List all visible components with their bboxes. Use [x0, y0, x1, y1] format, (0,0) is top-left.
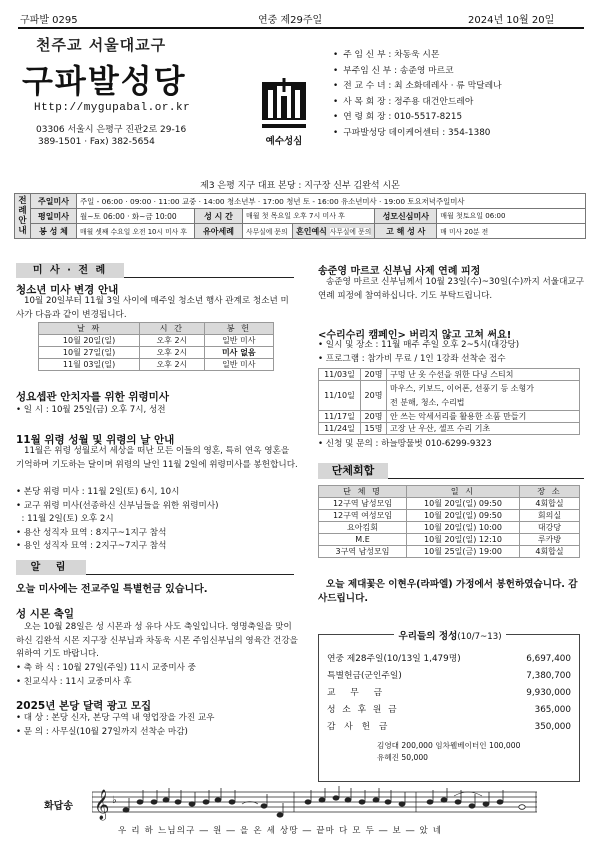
- table-row: [39, 335, 274, 347]
- youth-col-time: 시 간: [140, 323, 204, 335]
- cell: 루카방: [520, 534, 580, 546]
- table-row: [319, 411, 580, 423]
- youth-mass-table: [38, 322, 274, 371]
- list-item: • 대 상 : 본당 신자, 본당 구역 내 영업장을 가진 교우: [16, 713, 215, 723]
- cell: 10월 20일(일) 09:50: [407, 510, 520, 522]
- souls-month-title: 11월 위령 성월 및 위령의 날 안내: [16, 434, 175, 446]
- thanks-line: 김영대 200,000 임차웰베이터인 100,000: [377, 741, 521, 750]
- altar-flower-note: 오늘 제대꽃은 이현우(라파엘) 가정에서 봉헌하였습니다. 감사드립니다.: [318, 579, 578, 604]
- marriage-text: 사무실에 문의: [329, 227, 372, 236]
- offering-label: 연중 제28주일(10/13일 1,479명): [327, 654, 461, 664]
- vicariate-line: 제3 은평 지구 대표 본당 : 지구장 신부 김완석 시몬: [200, 181, 400, 191]
- joseph-hall-item: • 일 시 : 10월 25일(금) 오후 7시, 성전: [16, 405, 166, 415]
- cell: 오후 2시: [140, 347, 204, 359]
- offering-label: 특별헌금(군인주일): [327, 671, 402, 681]
- cell: M.E: [319, 534, 407, 546]
- cell: 10월 20일(일) 10:00: [407, 522, 520, 534]
- cell: 4회합실: [520, 546, 580, 558]
- diocese-name: 천주교 서울대교구: [36, 36, 167, 54]
- mass-liturgy-rule: [124, 277, 294, 278]
- repair-campaign-title: <수리수리 캠페인> 버리지 않고 고쳐 써요!: [318, 330, 512, 341]
- notice-rule: [86, 574, 294, 575]
- table-row: [319, 534, 580, 546]
- cell: 15명: [361, 423, 387, 435]
- table-row: [319, 498, 580, 510]
- list-item: • 문 의 : 사무실(10월 27일까지 선착순 마감): [16, 726, 188, 737]
- offering-row: [327, 687, 571, 700]
- svg-text:♭: ♭: [112, 795, 117, 806]
- offering-amount: 9,930,000: [526, 688, 571, 698]
- bulletin-date: 2024년 10월 20일: [468, 15, 555, 26]
- staff-item: • 구파발성당 데이케어센터 : 354-1380: [333, 126, 502, 142]
- chant-lyrics: 우 리 하 느님의구 ― 원 ― 을 온 세 상땅 ― 끝마 다 모 두 ― 보 ― 았 네: [118, 826, 443, 836]
- table-row: [319, 546, 580, 558]
- cell: 10월 20일(일): [39, 335, 140, 347]
- parish-phone: 389-1501 · Fax) 382-5654: [38, 137, 155, 147]
- cell: 오후 2시: [140, 335, 204, 347]
- cell: 20명: [361, 369, 387, 381]
- chant-label: 화답송: [44, 801, 73, 812]
- feast-body: 오는 10월 28일은 성 시몬과 성 유다 사도 축일입니다. 영명축일을 맞이하신 김완석 시몬 지구장 신부님과 차동욱 시몬 주임신부님의 영육간 건강을 위하여 기도 바랍니다.: [16, 622, 298, 660]
- list-item: : 11월 2일(토) 오후 2시: [16, 514, 114, 525]
- cell: 일반 미사: [204, 335, 273, 347]
- groups-bar: 단체회합: [318, 463, 388, 479]
- liturgy-info-table: [14, 193, 586, 239]
- cell: 4회합실: [520, 498, 580, 510]
- youth-mass-title: 청소년 미사 변경 안내: [16, 284, 119, 296]
- issue-number: 구파발 0295: [20, 15, 78, 26]
- joseph-hall-title: 성요셉관 안치자를 위한 위령미사: [16, 391, 169, 403]
- marriage-label: [293, 224, 375, 239]
- offerings-title: 우리들의 정성: [398, 631, 458, 642]
- parish-address: 03306 서울시 은평구 진관2로 29-16: [36, 125, 187, 135]
- notice-bar: 알 림: [16, 560, 86, 575]
- calendar-ad-items: [16, 712, 214, 739]
- cell: 미사 없음: [204, 347, 273, 359]
- cell: 11/10일: [319, 381, 361, 411]
- infant-baptism-label: 유아세례: [195, 224, 243, 239]
- table-row: [319, 381, 580, 411]
- list-item: • 축 하 식 : 10월 27일(주일) 11시 교중미사 중: [16, 663, 196, 673]
- cell: 일반 미사: [204, 359, 273, 371]
- parish-name: 구파발성당: [22, 62, 187, 100]
- cell: 20명: [361, 411, 387, 423]
- chant-staff-notation: [92, 784, 537, 822]
- confession-text: 매 미사 20분 전: [437, 224, 586, 239]
- staff-item: • 연 령 회 장 : 010-5517-8215: [333, 110, 502, 126]
- sunday-mass-times: 주일 - 06:00 · 09:00 · 11:00 교중 · 14:00 청소년부 · 17:00 청년 토 - 16:00 유소년미사 · 19:00 토요저녁주일미사: [77, 194, 586, 209]
- offering-amount: 365,000: [534, 705, 571, 715]
- marian-mass-label: 성모신심미사: [375, 209, 437, 224]
- cell: 마우스, 키보드, 이어폰, 선풍기 등 소형가전 분해, 청소, 수리법: [387, 381, 580, 411]
- cell: 10월 20일(일) 12:10: [407, 534, 520, 546]
- cell: 회의실: [520, 510, 580, 522]
- retreat-body: 송준영 마르코 신부님께서 10월 23일(수)~30일(수)까지 서울대교구 연례 피정에 참여하십니다. 기도 부탁드립니다.: [318, 277, 585, 301]
- offering-row: [327, 721, 571, 734]
- staff-item: • 사 목 회 장 : 정주용 대건안드레아: [333, 95, 502, 111]
- calendar-ad-title: 2025년 본당 달력 광고 모집: [16, 700, 152, 712]
- staff-item: • 부주임 신 부 : 송준영 마르코: [333, 64, 502, 80]
- cell: 11/17일: [319, 411, 361, 423]
- list-item: • 친교식사 : 11시 교중미사 후: [16, 676, 132, 687]
- thanks-line: 유혜진 50,000: [377, 753, 428, 762]
- liturgical-week: 연중 제29주일: [258, 15, 323, 26]
- confession-label: 고 해 성 사: [375, 224, 437, 239]
- youth-mass-body: 10월 20일부터 11월 3일 사이에 매주일 청소년 행사 관계로 청소년 미사가 다음과 같이 변경됩니다.: [16, 296, 289, 320]
- infant-baptism-text: 사무실에 문의: [243, 224, 293, 239]
- offering-label: 교 무 금: [327, 688, 389, 698]
- thanks-donors: [327, 740, 571, 764]
- cell: 3구역 남성모임: [319, 546, 407, 558]
- repair-campaign-items: [318, 339, 519, 366]
- communion-sick-text: 매월 셋째 수요일 오전 10시 미사 후: [77, 224, 195, 239]
- offering-row: [327, 653, 571, 666]
- groups-rule: [388, 478, 584, 479]
- cell: 대강당: [520, 522, 580, 534]
- staff-list: [333, 48, 502, 142]
- table-row: [319, 369, 580, 381]
- cell: 10월 25일(금) 19:00: [407, 546, 520, 558]
- table-row: [39, 359, 274, 371]
- notice-line: 오늘 미사에는 전교주일 특별헌금 있습니다.: [16, 584, 208, 595]
- cell: 11/03일: [319, 369, 361, 381]
- list-item: • 용인 성직자 묘역 : 2지구~7지구 참석: [16, 541, 167, 552]
- offerings-box: [318, 631, 580, 782]
- cell: 고장 난 우산, 셀프 수리 기초: [387, 423, 580, 435]
- logo-caption: 예수성심: [265, 136, 303, 147]
- list-item: • 본당 위령 미사 : 11월 2일(토) 6시, 10시: [16, 487, 180, 497]
- groups-col-place: 장 소: [520, 486, 580, 498]
- groups-col-time: 일 시: [407, 486, 520, 498]
- holy-hour-text: 매월 첫 목요일 오후 7시 미사 후: [243, 209, 375, 224]
- retreat-title: 송준영 마르코 신부님 사제 연례 피정: [318, 266, 481, 277]
- offering-label: 성 소 후 원 금: [327, 705, 399, 715]
- offering-label: 감 사 헌 금: [327, 722, 391, 732]
- offering-row: [327, 704, 571, 717]
- mass-liturgy-bar: 미 사 · 전 례: [16, 263, 124, 278]
- group-meetings-table: [318, 485, 580, 558]
- marriage-label-text: 혼인예식: [296, 226, 330, 236]
- cell: 오후 2시: [140, 359, 204, 371]
- youth-col-offering: 봉 헌: [204, 323, 273, 335]
- offering-amount: 6,697,400: [526, 654, 571, 664]
- cell: 10월 20일(일) 09:50: [407, 498, 520, 510]
- youth-col-date: 날 짜: [39, 323, 140, 335]
- souls-month-items: [16, 486, 219, 554]
- offering-amount: 7,380,700: [526, 671, 571, 681]
- cell: 10월 27일(일): [39, 347, 140, 359]
- holy-hour-label: 성 시 간: [195, 209, 243, 224]
- list-item: • 용산 성직자 묘역 : 8지구~1지구 참석: [16, 527, 167, 538]
- table-row: [319, 510, 580, 522]
- cell: 12구역 남성모임: [319, 498, 407, 510]
- list-item: • 프로그램 : 참가비 무료 / 1인 1강좌 선착순 접수: [318, 353, 506, 364]
- cell: 12구역 여성모임: [319, 510, 407, 522]
- list-item: • 일시 및 장소 : 11월 매주 주일 오후 2~5시(대강당): [318, 340, 520, 350]
- cell: 11월 03일(일): [39, 359, 140, 371]
- cell: 구멍 난 옷 수선을 위한 다닝 스티치: [387, 369, 580, 381]
- liturgy-side-label: 전례안내: [15, 194, 31, 239]
- table-row: [39, 347, 274, 359]
- list-item: • 교구 위령 미사(선종하신 신부님들을 위한 위령미사): [16, 500, 219, 511]
- communion-sick-label: 봉 성 체: [31, 224, 77, 239]
- parish-website[interactable]: Http://mygupabal.or.kr: [34, 102, 191, 114]
- weekday-mass-label: 평일미사: [31, 209, 77, 224]
- sunday-mass-label: 주일미사: [31, 194, 77, 209]
- offerings-heading: [319, 628, 581, 642]
- repair-contact: • 신청 및 문의 : 하늘땅물벗 010-6299-9323: [318, 439, 492, 449]
- offering-amount: 350,000: [534, 722, 571, 732]
- repair-program-table: [318, 368, 580, 435]
- weekday-mass-times: 월~토 06:00 · 화~금 10:00: [77, 209, 195, 224]
- cell: 11/24일: [319, 423, 361, 435]
- svg-text:𝄞: 𝄞: [94, 790, 110, 820]
- table-row: [319, 522, 580, 534]
- table-row: [319, 423, 580, 435]
- offering-row: [327, 670, 571, 683]
- cell: 요아킴회: [319, 522, 407, 534]
- souls-month-body: 11월은 위령 성월로서 세상을 떠난 모든 이들의 영혼, 특히 연옥 영혼을 기억하며 기도하는 달이며 위령의 날인 11월 2일에 위령미사를 봉헌합니다.: [16, 446, 298, 470]
- feast-items: [16, 662, 196, 689]
- groups-col-name: 단 체 명: [319, 486, 407, 498]
- offerings-period: (10/7~13): [457, 632, 502, 642]
- header-rule: [18, 27, 584, 29]
- staff-item: • 전 교 수 녀 : 최 소화데레사 · 류 막달레나: [333, 79, 502, 95]
- cell: 20명: [361, 381, 387, 411]
- cell: 안 쓰는 악세서리를 활용한 소품 만들기: [387, 411, 580, 423]
- parish-logo: [258, 76, 310, 147]
- marian-mass-text: 매월 첫토요일 06:00: [437, 209, 586, 224]
- staff-item: • 주 임 신 부 : 차동욱 시몬: [333, 48, 502, 64]
- sacred-heart-building-icon: [258, 76, 310, 130]
- feast-title: 성 시몬 축일: [16, 608, 75, 620]
